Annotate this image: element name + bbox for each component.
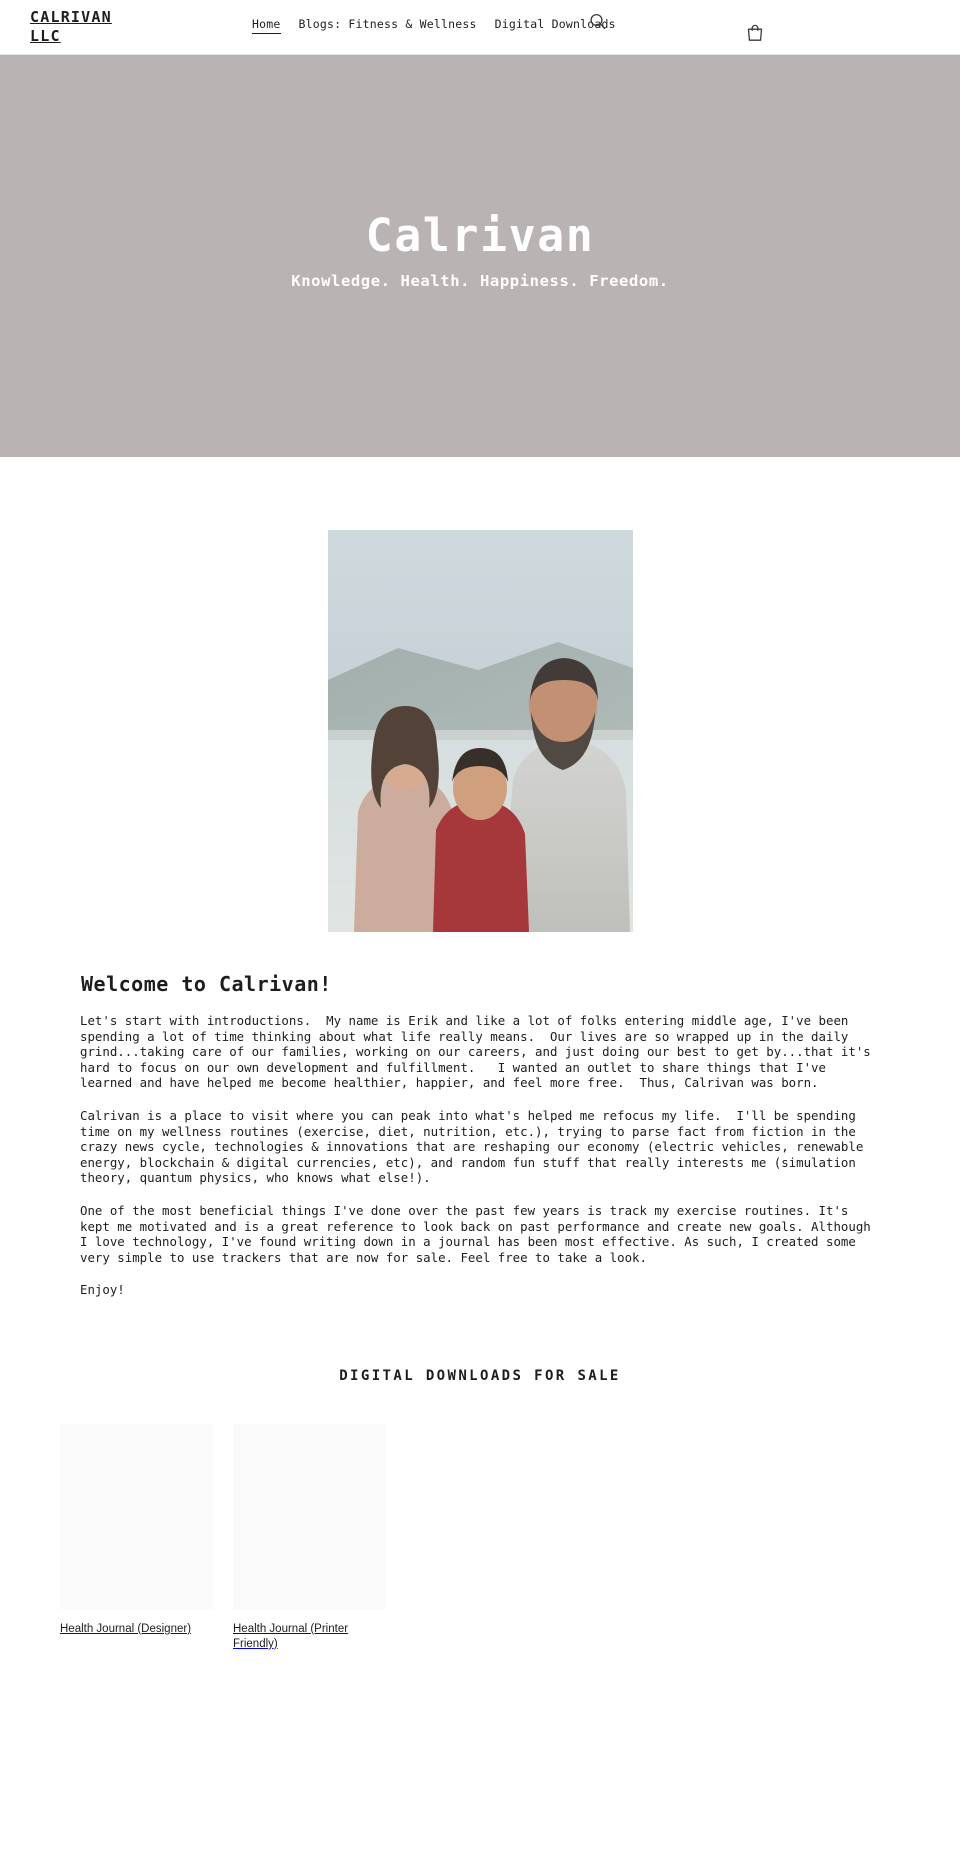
- digital-downloads-section: [0, 1298, 960, 1687]
- brand-line-1: CALRIVAN: [30, 8, 112, 26]
- hero-content: [0, 210, 960, 290]
- hero-banner: [0, 55, 960, 457]
- hero-subtitle: Knowledge. Health. Happiness. Freedom.: [291, 272, 669, 290]
- hero-title: Calrivan: [365, 209, 595, 262]
- product-title: Health Journal (Printer Friendly): [233, 1622, 349, 1650]
- product-title: Health Journal (Designer): [60, 1622, 192, 1635]
- article-title: Welcome to Calrivan!: [81, 972, 332, 996]
- nav-item-home[interactable]: Home: [252, 17, 281, 34]
- article-paragraph-3: One of the most beneficial things I've done over the past few years is track my exercise routines. It's kept me motivated and is a great reference to look back on past performance and create new goals. Although I love technology, I've found writing down in a journal has been most effective. As such, I created some very simple to use trackers that are now for sale. Feel free to take a look.: [80, 1202, 879, 1265]
- site-header: [0, 0, 960, 55]
- family-photo: [328, 530, 633, 932]
- product-thumbnail: [233, 1424, 386, 1609]
- article-paragraph-2: Calrivan is a place to visit where you can peak into what's helped me refocus my life. I'll be spending time on my wellness routines (exercise, diet, nutrition, etc.), trying to parse fact from fiction in the crazy news cycle, technologies & innovations that are reshaping our economy (electric vehicles, renewable energy, blockchain & digital currencies, etc), and random fun stuff that really interests me (simulation theory, quantum physics, who knows what else!).: [80, 1107, 871, 1186]
- article-paragraph-4: Enjoy!: [80, 1282, 125, 1298]
- product-card[interactable]: [60, 1424, 213, 1652]
- main-navigation: [252, 17, 616, 34]
- nav-item-digital-downloads[interactable]: Digital Downloads: [494, 17, 616, 31]
- photo-section: [0, 457, 960, 932]
- article-paragraph-1: Let's start with introductions. My name is Erik and like a lot of folks entering middle age, I've been spending a lot of time thinking about what life really means. Our lives are so wrapped up in the daily grind...taking care of our families, working on our careers, and just doing our best to get by...that it's hard to focus on our own development and fulfillment. I wanted an outlet to share things that I've learned and have helped me become healthier, happier, and feel more free. Thus, Calrivan was born.: [80, 1013, 879, 1091]
- search-icon[interactable]: [587, 11, 609, 33]
- welcome-article: [80, 932, 880, 1298]
- product-thumbnail: [60, 1424, 213, 1609]
- product-grid: [0, 1384, 960, 1652]
- shopping-bag-icon[interactable]: [744, 22, 766, 44]
- section-heading: DIGITAL DOWNLOADS FOR SALE: [339, 1367, 621, 1384]
- brand-line-2: LLC: [30, 27, 61, 45]
- bottom-spacer: [0, 1652, 960, 1687]
- site-logo[interactable]: [30, 8, 180, 46]
- nav-item-blogs[interactable]: Blogs: Fitness & Wellness: [298, 17, 477, 31]
- product-card[interactable]: [233, 1424, 386, 1652]
